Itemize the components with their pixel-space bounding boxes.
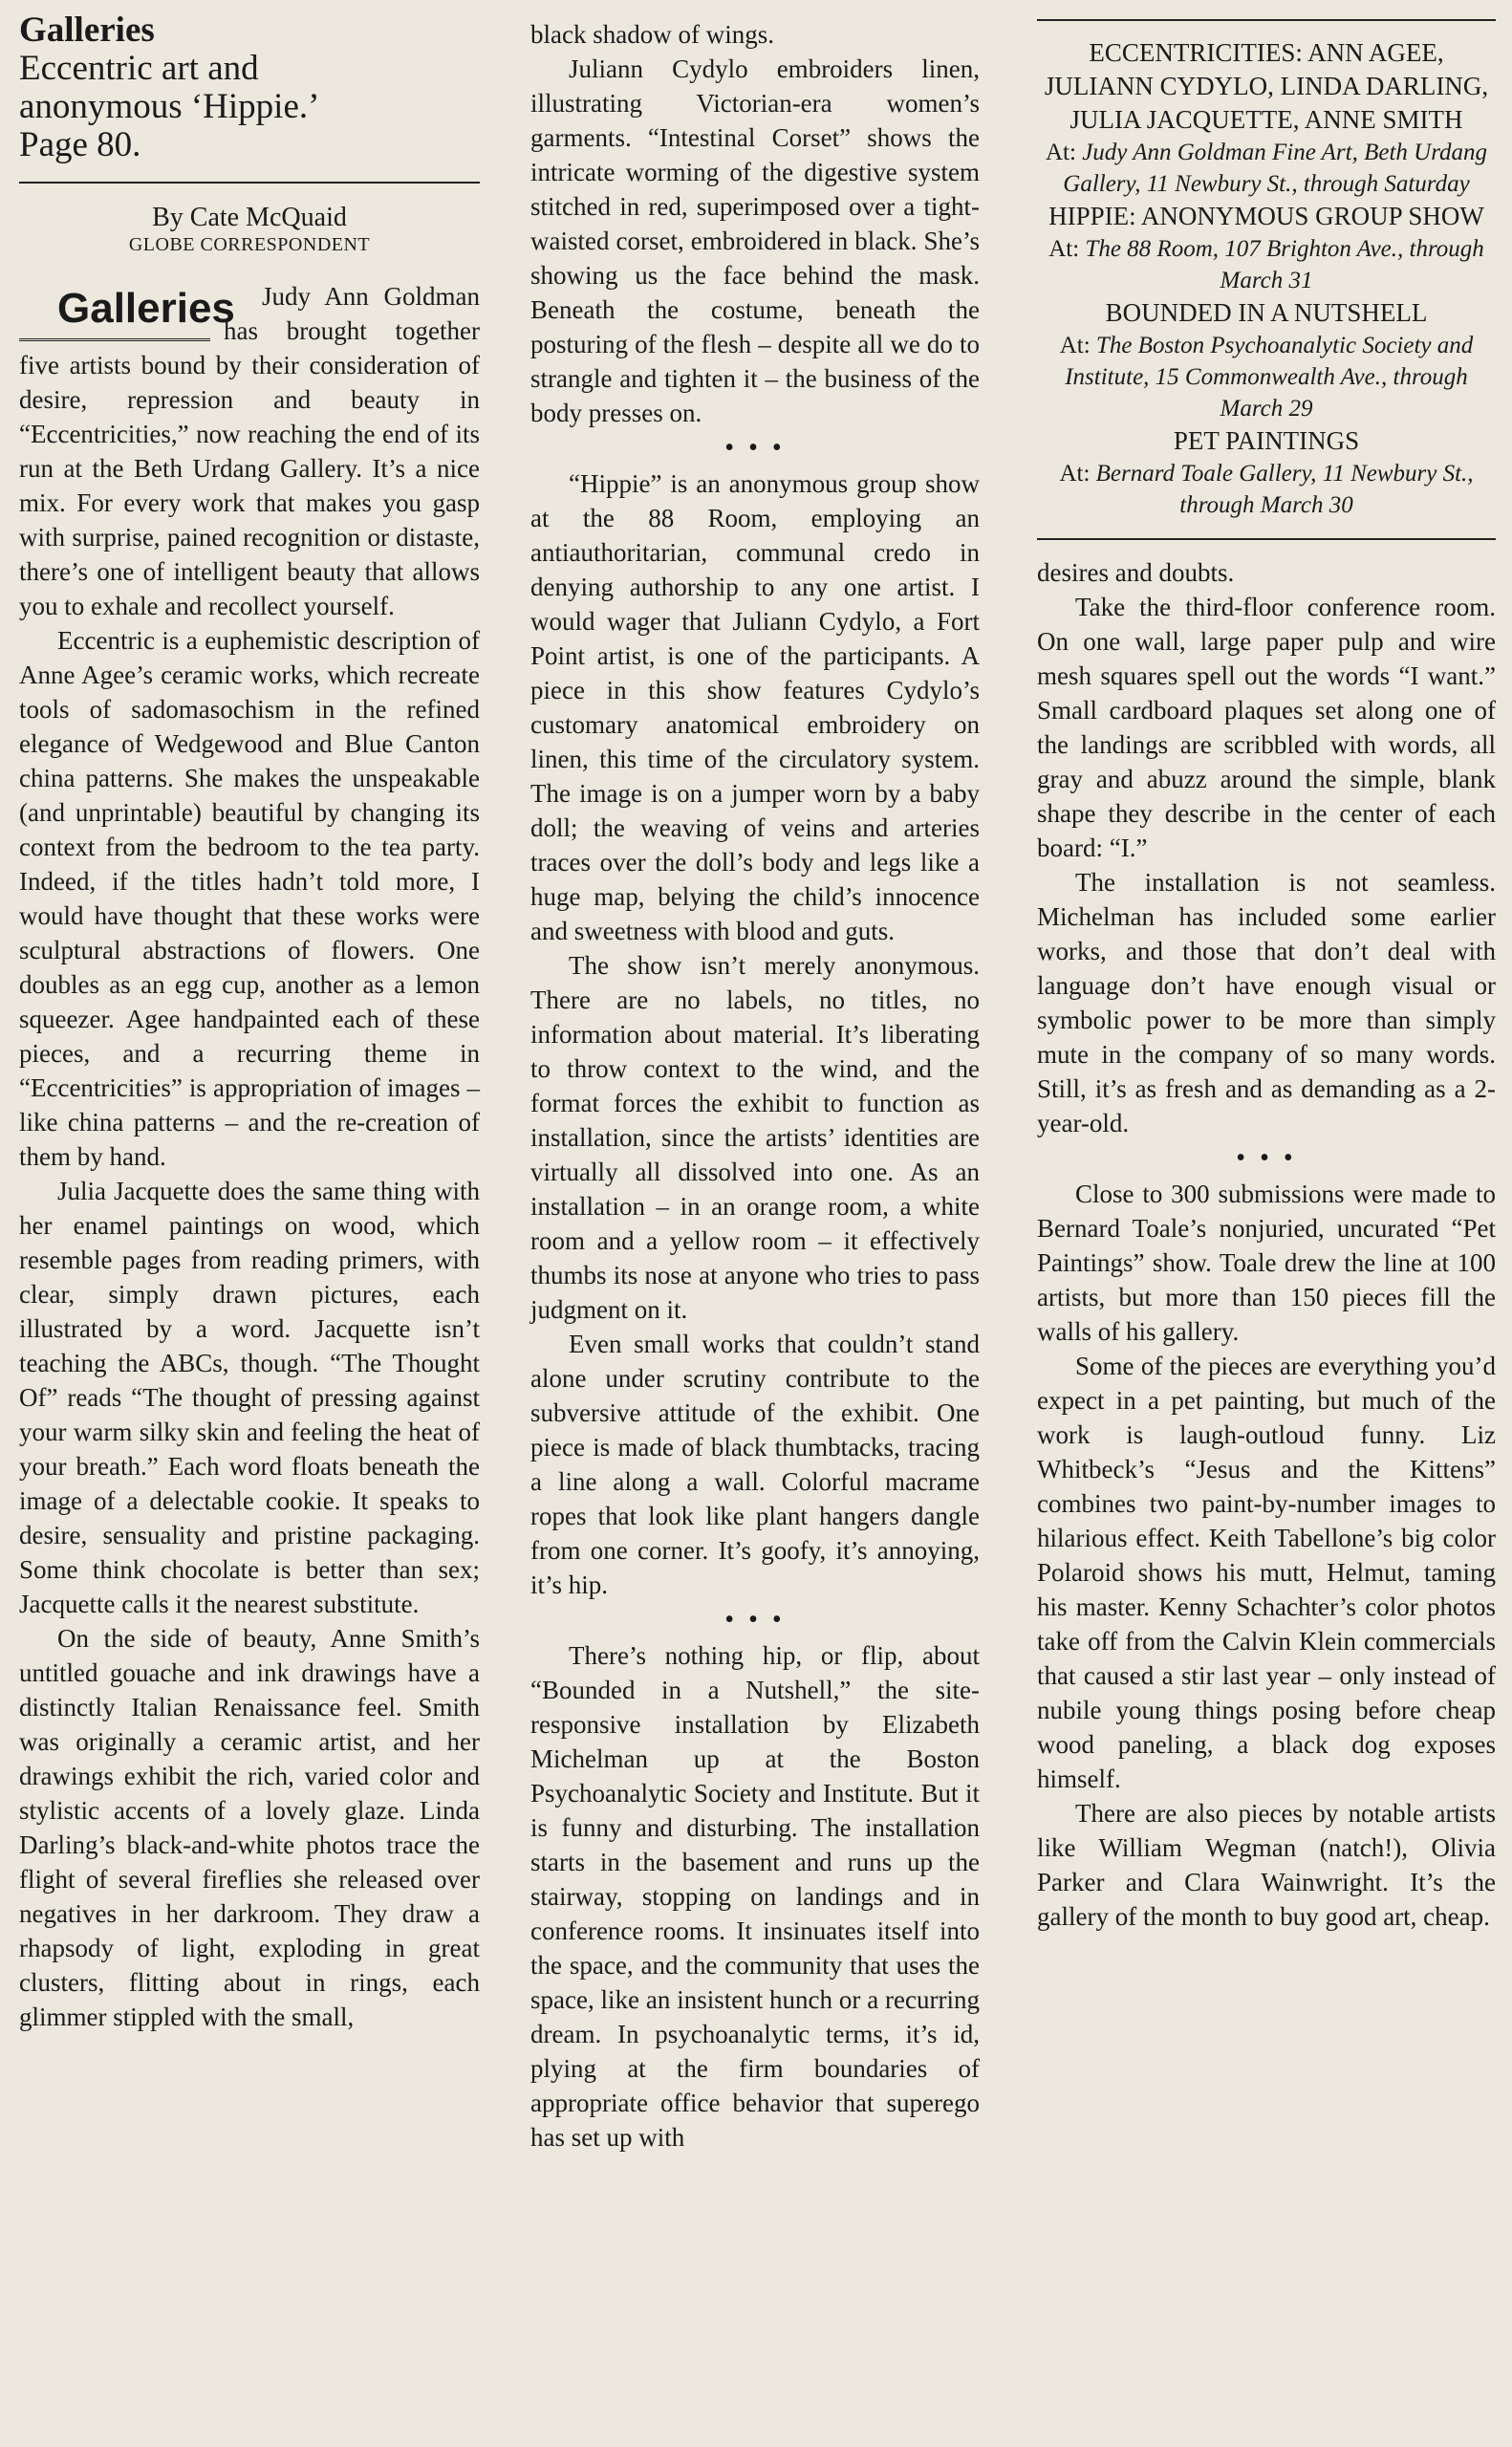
show-venue: At: Judy Ann Goldman Fine Art, Beth Urdang Gallery, 11 Newbury St., through Saturday — [1046, 140, 1487, 197]
article-paragraph: The show isn’t merely anonymous. There are no labels, no titles, no information about material. It’s liberating to throw context to the wind, and the format forces the exhibit to function as installation, since the artists’ identities are virtually all dissolved into one. As an installation – in an orange room, a white room and a yellow room – it effectively thumbs its nose at anyone who tries to pass judgment on it. — [530, 951, 980, 1324]
article-paragraph: The installation is not seamless. Michelman has included some earlier works, and those that don’t deal with language don’t have enough visual or symbolic power to be more than simply mute in the company of so many words. Still, it’s as fresh and as demanding as a 2-year-old. — [1037, 868, 1496, 1137]
show-venue: At: The 88 Room, 107 Brighton Ave., through March 31 — [1048, 236, 1484, 293]
article-paragraph: desires and doubts. — [1037, 558, 1235, 587]
article-paragraph: Eccentric is a euphemistic description of Anne Agee’s ceramic works, which recreate tools of sadomasochism in the refined elegance of Wedgewood and Blue Canton china patterns. She makes the unspeakable (and unprintable) beautiful by changing its context from the bedroom to the tea party. Indeed, if the titles hadn’t told more, I would have thought that these works were sculptural abstractions of flowers. One doubles as an egg cup, another as a lemon squeezer. Agee handpainted each of these pieces, and a recurring theme in “Eccentricities” is appropriation of images – like china patterns – and the re-creation of them by hand. — [19, 626, 480, 1171]
byline-role: GLOBE CORRESPONDENT — [128, 234, 371, 255]
article-paragraph: Juliann Cydylo embroiders linen, illustrating Victorian-era women’s garments. “Intestinal Corset” shows the intricate worming of the digestive system stitched in red, superimposed over a tight-waisted corset, embroidered in black. She’s showing us the face behind the mask. Beneath the costume, beneath the posturing of the flesh – despite all we do to strangle and tighten it – the business of the body presses on. — [530, 54, 980, 427]
show-title: HIPPIE: ANONYMOUS GROUP SHOW — [1048, 202, 1484, 230]
teaser-line-3: Page 80. — [19, 125, 141, 164]
show-venue: At: The Boston Psychoanalytic Society and Institute, 15 Commonwealth Ave., through March 29 — [1059, 333, 1474, 422]
article-paragraph: Take the third-floor conference room. On one wall, large paper pulp and wire mesh squares spell out the words “I want.” Small cardboard plaques set along one of the landings are scribbled with words, all gray and abuzz around the simple, blank shape they describe in the center of each board: “I.” — [1037, 593, 1496, 862]
article-paragraph — [19, 279, 480, 623]
show-title: BOUNDED IN A NUTSHELL — [1105, 298, 1428, 327]
section-break: • • • — [1236, 1143, 1297, 1173]
byline: By Cate McQuaid — [152, 203, 347, 232]
show-venue: At: Bernard Toale Gallery, 11 Newbury St., through March 30 — [1059, 461, 1474, 518]
article-paragraph: On the side of beauty, Anne Smith’s untitled gouache and ink drawings have a distinctly Italian Renaissance feel. Smith was originally a ceramic artist, and her drawings exhibit the rich, varied color and stylistic accents of a lovely glaze. Linda Darling’s black-and-white photos trace the flight of several fireflies she released over negatives in her darkroom. They draw a rhapsody of light, exploding in great clusters, flitting about in rings, each glimmer stippled with the small, — [19, 1624, 480, 2031]
article-paragraph: Some of the pieces are everything you’d expect in a pet painting, but much of the work is laugh-outloud funny. Liz Whitbeck’s “Jesus and the Kittens” combines two paint-by-number images to hilarious effect. Keith Tabellone’s big color Polaroid shows his mutt, Helmut, taming his master. Kenny Schachter’s color photos take off from the Calvin Klein commercials that caused a stir last year – only instead of nubile young things posing before cheap wood paneling, a black dog exposes himself. — [1037, 1352, 1496, 1793]
column-2 — [530, 17, 980, 2155]
section-break: • • • — [724, 433, 786, 463]
show-title: PET PAINTINGS — [1173, 426, 1360, 455]
teaser-kicker: Galleries — [19, 11, 155, 50]
section-logo: Galleries — [19, 285, 210, 341]
teaser-line-2: anonymous ‘Hippie.’ — [19, 87, 320, 126]
show-title: ECCENTRICITIES: ANN AGEE, JULIANN CYDYLO, LINDA DARLING, JULIA JACQUETTE, ANNE SMITH — [1044, 38, 1489, 134]
section-break: • • • — [724, 1605, 786, 1635]
exhibit-info-box — [1037, 0, 1496, 540]
article-paragraph: black shadow of wings. — [530, 20, 774, 49]
article-paragraph: There’s nothing hip, or flip, about “Bounded in a Nutshell,” the site-responsive installation by Elizabeth Michelman up at the Boston Psychoanalytic Society and Institute. But it is funny and disturbing. The installation starts in the basement and runs up the stairway, stopping on landings and in conference rooms. It insinuates itself into the space, and the community that uses the space, like an insistent hunch or a recurring dream. In psychoanalytic terms, it’s id, plying at the firm boundaries of appropriate office behavior that superego has set up with — [530, 1641, 980, 2152]
info-box-top-rule — [1037, 19, 1496, 21]
paragraph-text: Judy Ann Goldman has brought together five artists bound by their consideration of desire, repression and beauty in “Eccentricities,” now reaching the end of its run at the Beth Urdang Gallery. It’s a nice mix. For every work that makes you gasp with surprise, pained recognition or distaste, there’s one of intelligent beauty that allows you to exhale and recollect yourself. — [19, 282, 480, 620]
column-1 — [19, 0, 480, 2034]
teaser-box — [19, 0, 480, 164]
info-box-bottom-rule — [1037, 538, 1496, 540]
article-paragraph: “Hippie” is an anonymous group show at the 88 Room, employing an antiauthoritarian, communal credo in denying authorship to any one artist. I would wager that Juliann Cydylo, a Fort Point artist, is one of the participants. A piece in this show features Cydylo’s customary anatomical embroidery on linen, this time of the circulatory system. The image is on a jumper worn by a baby doll; the weaving of veins and arteries traces over the doll’s body and legs like a huge map, belying the child’s innocence and sweetness with blood and guts. — [530, 469, 980, 945]
article-paragraph: Close to 300 submissions were made to Bernard Toale’s nonjuried, uncurated “Pet Paintings” show. Toale drew the line at 100 artists, but more than 150 pieces fill the walls of his gallery. — [1037, 1180, 1496, 1346]
teaser-line-1: Eccentric art and — [19, 49, 259, 88]
column-3 — [1037, 0, 1496, 1934]
teaser-rule — [19, 182, 480, 184]
article-paragraph: Julia Jacquette does the same thing with her enamel paintings on wood, which resemble pages from reading primers, with clear, simply drawn pictures, each illustrated by a word. Jacquette isn’t teaching the ABCs, though. “The Thought Of” reads “The thought of pressing against your warm silky skin and feeling the heat of your breath.” Each word floats beneath the image of a delectable cookie. It speaks to desire, sensuality and pristine packaging. Some think chocolate is better than sex; Jacquette calls it the nearest substitute. — [19, 1177, 480, 1618]
article-paragraph: Even small works that couldn’t stand alone under scrutiny contribute to the subversive attitude of the exhibit. One piece is made of black thumbtacks, tracing a line along a wall. Colorful macrame ropes that look like plant hangers dangle from one corner. It’s goofy, it’s annoying, it’s hip. — [530, 1330, 980, 1599]
article-paragraph: There are also pieces by notable artists like William Wegman (natch!), Olivia Parker and Clara Wainwright. It’s the gallery of the month to buy good art, cheap. — [1037, 1799, 1496, 1931]
